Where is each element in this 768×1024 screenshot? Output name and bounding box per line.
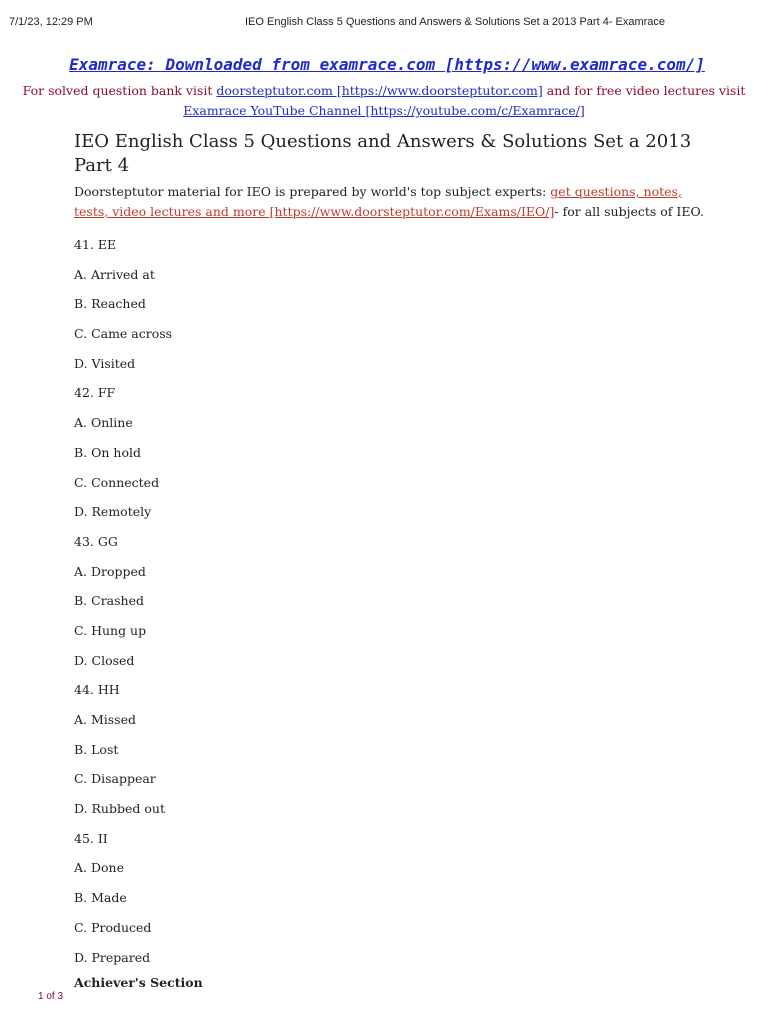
option-item: B. Reached [74, 296, 146, 312]
option-item: D. Prepared [74, 949, 151, 965]
intro-link[interactable]: get questions, notes, tests, video lectures and more [https://www.doorsteptutor.com/Exams/IEO/] [74, 184, 682, 219]
doorsteptutor-link[interactable]: doorsteptutor.com [https://www.doorsteptutor.com] [216, 83, 543, 98]
option-item: D. Remotely [74, 504, 152, 520]
option-item: A. Done [74, 860, 124, 876]
examrace-banner [0, 54, 768, 121]
page-counter: 1 of 3 [38, 991, 64, 1002]
option-item: A. Arrived at [74, 266, 155, 282]
question-item: 45. II [74, 830, 108, 846]
banner-title[interactable]: Examrace: Downloaded from examrace.com [https://www.examrace.com/] [69, 55, 705, 74]
option-item: C. Produced [74, 919, 152, 935]
option-item: B. Lost [74, 741, 119, 757]
option-item: D. Visited [74, 355, 136, 371]
option-item: C. Hung up [74, 622, 147, 638]
option-item: B. On hold [74, 444, 141, 460]
option-item: B. Crashed [74, 593, 144, 609]
print-doc-title: IEO English Class 5 Questions and Answers & Solutions Set a 2013 Part 4- Examrace [245, 16, 666, 28]
option-item: A. Missed [74, 712, 136, 727]
youtube-channel-link[interactable]: Examrace YouTube Channel [https://youtube.com/c/Examrace/] [183, 103, 585, 118]
intro-paragraph [74, 182, 704, 222]
option-item: C. Disappear [74, 771, 156, 787]
section-heading: Achiever's Section [74, 975, 203, 991]
page-title: IEO English Class 5 Questions and Answers & Solutions Set a 2013 Part 4 [74, 131, 692, 176]
option-item: C. Connected [74, 474, 160, 490]
main-content [74, 130, 704, 994]
intro-text: Doorsteptutor material for IEO is prepared by world's top subject experts: [74, 184, 551, 199]
question-list [74, 230, 704, 972]
option-item: D. Rubbed out [74, 801, 165, 817]
question-item: 44. HH [74, 682, 120, 698]
banner-subtext [0, 81, 768, 121]
question-item: 41. EE [74, 237, 117, 252]
option-item: D. Closed [74, 652, 135, 668]
question-item: 43. GG [74, 533, 118, 549]
intro-tail: - for all subjects of IEO. [554, 204, 704, 219]
option-item: A. Dropped [74, 563, 146, 579]
option-item: A. Online [74, 415, 133, 431]
banner-subtext-part-1: For solved question bank visit [22, 83, 217, 98]
banner-subtext-part-2: and for free video lectures visit [542, 83, 746, 98]
print-header [0, 16, 768, 32]
question-item: 42. FF [74, 385, 116, 401]
option-item: C. Came across [74, 326, 173, 342]
print-datetime: 7/1/23, 12:29 PM [9, 16, 93, 28]
option-item: B. Made [74, 890, 127, 906]
